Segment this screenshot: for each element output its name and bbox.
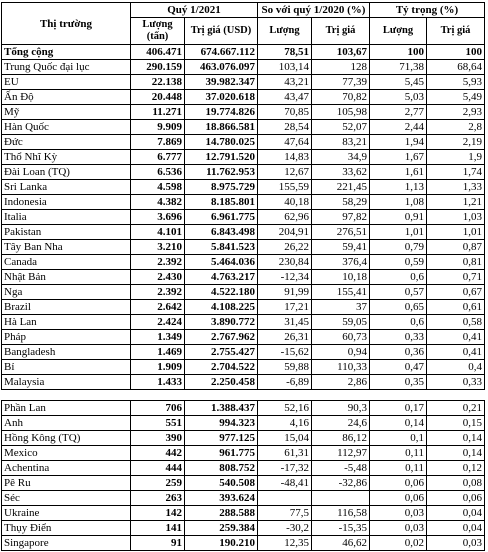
cell-qty: 259 (131, 476, 185, 491)
cell-market: Thụy Điển (2, 521, 131, 536)
cell-share-qty: 0,36 (370, 345, 427, 360)
cell-share-value: 0,81 (427, 255, 485, 270)
cell-compare-value: 112,97 (312, 446, 370, 461)
cell-value: 961.775 (185, 446, 258, 461)
cell-compare-qty: -6,89 (258, 375, 312, 390)
cell-compare-value: 33,62 (312, 165, 370, 180)
cell-qty: 2.392 (131, 285, 185, 300)
table-row (2, 315, 485, 330)
cell-share-value: 0,58 (427, 315, 485, 330)
cell-compare-value: 90,3 (312, 401, 370, 416)
table-row (2, 180, 485, 195)
cell-qty: 2.392 (131, 255, 185, 270)
cell-market: Ấn Độ (2, 90, 131, 105)
cell-share-qty: 0,6 (370, 270, 427, 285)
cell-market: Indonesia (2, 195, 131, 210)
export-market-table (1, 2, 485, 551)
cell-value: 5.841.523 (185, 240, 258, 255)
cell-market: Pakistan (2, 225, 131, 240)
cell-compare-value: 97,82 (312, 210, 370, 225)
cell-market: Singapore (2, 536, 131, 551)
total-row (2, 45, 485, 60)
cell-share-value: 0,14 (427, 431, 485, 446)
cell-share-qty: 0,06 (370, 491, 427, 506)
cell-qty: 4.382 (131, 195, 185, 210)
cell-share-qty: 0,33 (370, 330, 427, 345)
table-row (2, 165, 485, 180)
table-row (2, 135, 485, 150)
cell-value: 8.975.729 (185, 180, 258, 195)
cell-qty: 442 (131, 446, 185, 461)
cell-share-qty: 0,6 (370, 315, 427, 330)
cell-value: 18.866.581 (185, 120, 258, 135)
cell-market: Hồng Kông (TQ) (2, 431, 131, 446)
cell-qty: 1.469 (131, 345, 185, 360)
header-share-value: Trị giá (427, 18, 485, 45)
header-compare-value: Trị giá (312, 18, 370, 45)
cell-market: Pháp (2, 330, 131, 345)
cell-compare-qty: 77,5 (258, 506, 312, 521)
cell-share-value: 0,87 (427, 240, 485, 255)
table-row (2, 75, 485, 90)
cell-share-value: 1,03 (427, 210, 485, 225)
cell-market: Đài Loan (TQ) (2, 165, 131, 180)
cell-compare-qty: 43,21 (258, 75, 312, 90)
table-row (2, 240, 485, 255)
cell-qty: 142 (131, 506, 185, 521)
gap-cell (2, 390, 485, 401)
cell-share-qty: 0,11 (370, 461, 427, 476)
cell-share-qty: 0,03 (370, 521, 427, 536)
cell-share-value: 0,41 (427, 330, 485, 345)
cell-market: Hà Lan (2, 315, 131, 330)
cell-market: Nga (2, 285, 131, 300)
cell-share-value: 0,4 (427, 360, 485, 375)
cell-value: 6.961.775 (185, 210, 258, 225)
cell-market: Nhật Bản (2, 270, 131, 285)
header-market: Thị trường (2, 3, 131, 45)
cell-market: Mỹ (2, 105, 131, 120)
cell-compare-value: 103,67 (312, 45, 370, 60)
cell-qty: 1.349 (131, 330, 185, 345)
cell-value: 11.762.953 (185, 165, 258, 180)
cell-compare-value: 2,86 (312, 375, 370, 390)
cell-market: Anh (2, 416, 131, 431)
cell-share-value: 0,41 (427, 345, 485, 360)
cell-compare-qty: -12,34 (258, 270, 312, 285)
cell-qty: 20.448 (131, 90, 185, 105)
cell-market: EU (2, 75, 131, 90)
cell-compare-value: 376,4 (312, 255, 370, 270)
cell-qty: 290.159 (131, 60, 185, 75)
cell-share-value: 0,14 (427, 446, 485, 461)
cell-compare-qty: -48,41 (258, 476, 312, 491)
cell-share-qty: 0,47 (370, 360, 427, 375)
cell-compare-qty: 43,47 (258, 90, 312, 105)
cell-compare-qty: 47,64 (258, 135, 312, 150)
cell-share-qty: 5,45 (370, 75, 427, 90)
cell-value: 14.780.025 (185, 135, 258, 150)
cell-compare-qty: 12,35 (258, 536, 312, 551)
cell-value: 2.767.962 (185, 330, 258, 345)
cell-market: Ukraine (2, 506, 131, 521)
cell-compare-qty: 28,54 (258, 120, 312, 135)
header-qty-ton: Lượng (tấn) (131, 18, 185, 45)
table-row (2, 90, 485, 105)
table-row (2, 536, 485, 551)
cell-share-qty: 1,08 (370, 195, 427, 210)
cell-value: 540.508 (185, 476, 258, 491)
cell-compare-qty: 155,59 (258, 180, 312, 195)
cell-qty: 1.909 (131, 360, 185, 375)
cell-value: 4.108.225 (185, 300, 258, 315)
cell-qty: 2.430 (131, 270, 185, 285)
cell-qty: 7.869 (131, 135, 185, 150)
cell-market: Phần Lan (2, 401, 131, 416)
cell-qty: 3.210 (131, 240, 185, 255)
cell-value: 288.588 (185, 506, 258, 521)
cell-share-value: 2,8 (427, 120, 485, 135)
header-compare-q1-2020: So với quý 1/2020 (%) (258, 3, 370, 18)
cell-value: 37.020.618 (185, 90, 258, 105)
cell-market: Sri Lanka (2, 180, 131, 195)
cell-market: Malaysia (2, 375, 131, 390)
cell-qty: 141 (131, 521, 185, 536)
cell-compare-value: 24,6 (312, 416, 370, 431)
cell-qty: 4.101 (131, 225, 185, 240)
cell-compare-qty: 78,51 (258, 45, 312, 60)
cell-value: 977.125 (185, 431, 258, 446)
cell-value: 6.843.498 (185, 225, 258, 240)
cell-compare-qty: 61,31 (258, 446, 312, 461)
cell-compare-value: 59,05 (312, 315, 370, 330)
cell-compare-qty: 230,84 (258, 255, 312, 270)
cell-compare-value: 155,41 (312, 285, 370, 300)
cell-market: Mexico (2, 446, 131, 461)
cell-share-value: 0,04 (427, 521, 485, 536)
cell-compare-qty: -30,2 (258, 521, 312, 536)
table-row (2, 416, 485, 431)
cell-value: 994.323 (185, 416, 258, 431)
cell-share-value: 0,06 (427, 491, 485, 506)
cell-share-qty: 71,38 (370, 60, 427, 75)
cell-compare-value: 110,33 (312, 360, 370, 375)
cell-value: 259.384 (185, 521, 258, 536)
cell-qty: 22.138 (131, 75, 185, 90)
cell-qty: 11.271 (131, 105, 185, 120)
table-row (2, 446, 485, 461)
cell-qty: 706 (131, 401, 185, 416)
cell-share-qty: 0,91 (370, 210, 427, 225)
cell-share-qty: 2,77 (370, 105, 427, 120)
cell-qty: 91 (131, 536, 185, 551)
cell-compare-value: 34,9 (312, 150, 370, 165)
cell-compare-value: -15,35 (312, 521, 370, 536)
table-body-main (2, 45, 485, 390)
table-body-extra (2, 401, 485, 551)
cell-compare-qty: 59,88 (258, 360, 312, 375)
cell-qty: 390 (131, 431, 185, 446)
cell-value: 2.755.427 (185, 345, 258, 360)
table-row (2, 431, 485, 446)
cell-share-qty: 0,1 (370, 431, 427, 446)
cell-share-value: 100 (427, 45, 485, 60)
cell-share-qty: 1,61 (370, 165, 427, 180)
cell-market: Trung Quốc đại lục (2, 60, 131, 75)
cell-share-qty: 0,59 (370, 255, 427, 270)
table-row (2, 401, 485, 416)
cell-share-qty: 100 (370, 45, 427, 60)
table-row (2, 210, 485, 225)
cell-compare-value: 77,39 (312, 75, 370, 90)
cell-compare-value: 70,82 (312, 90, 370, 105)
cell-compare-value: 86,12 (312, 431, 370, 446)
cell-share-qty: 1,13 (370, 180, 427, 195)
table-gap (2, 390, 485, 401)
cell-qty: 6.536 (131, 165, 185, 180)
cell-market: Brazil (2, 300, 131, 315)
table-wrapper (1, 2, 485, 551)
cell-value: 393.624 (185, 491, 258, 506)
cell-share-value: 1,74 (427, 165, 485, 180)
cell-compare-qty: 31,45 (258, 315, 312, 330)
cell-share-qty: 1,67 (370, 150, 427, 165)
cell-compare-value: -5,48 (312, 461, 370, 476)
cell-qty: 1.433 (131, 375, 185, 390)
cell-share-value: 0,71 (427, 270, 485, 285)
cell-market: Thổ Nhĩ Kỳ (2, 150, 131, 165)
cell-compare-qty: 40,18 (258, 195, 312, 210)
cell-value: 808.752 (185, 461, 258, 476)
cell-compare-qty: 15,04 (258, 431, 312, 446)
cell-compare-qty: 14,83 (258, 150, 312, 165)
table-row (2, 476, 485, 491)
header-share: Tỷ trọng (%) (370, 3, 485, 18)
cell-compare-value: 37 (312, 300, 370, 315)
cell-value: 19.774.826 (185, 105, 258, 120)
cell-value: 12.791.520 (185, 150, 258, 165)
cell-share-qty: 0,57 (370, 285, 427, 300)
cell-share-qty: 0,17 (370, 401, 427, 416)
table-row (2, 225, 485, 240)
cell-compare-value: 83,21 (312, 135, 370, 150)
cell-market: Italia (2, 210, 131, 225)
cell-share-value: 0,03 (427, 536, 485, 551)
table-row (2, 270, 485, 285)
cell-qty: 3.696 (131, 210, 185, 225)
cell-value: 190.210 (185, 536, 258, 551)
cell-share-qty: 1,94 (370, 135, 427, 150)
cell-share-value: 1,01 (427, 225, 485, 240)
cell-share-value: 0,67 (427, 285, 485, 300)
table-row (2, 105, 485, 120)
cell-compare-qty: 70,85 (258, 105, 312, 120)
cell-market: Đức (2, 135, 131, 150)
cell-qty: 551 (131, 416, 185, 431)
cell-value: 674.667.112 (185, 45, 258, 60)
cell-value: 2.704.522 (185, 360, 258, 375)
cell-share-value: 68,64 (427, 60, 485, 75)
table-row (2, 491, 485, 506)
cell-compare-value: 128 (312, 60, 370, 75)
table-row (2, 461, 485, 476)
cell-share-value: 0,21 (427, 401, 485, 416)
cell-compare-qty: 103,14 (258, 60, 312, 75)
cell-share-value: 1,33 (427, 180, 485, 195)
cell-market: Hàn Quốc (2, 120, 131, 135)
header-value-usd: Trị giá (USD) (185, 18, 258, 45)
cell-compare-value: 116,58 (312, 506, 370, 521)
cell-share-value: 1,21 (427, 195, 485, 210)
cell-share-qty: 0,02 (370, 536, 427, 551)
cell-compare-qty (258, 491, 312, 506)
cell-compare-value: 105,98 (312, 105, 370, 120)
cell-market: Séc (2, 491, 131, 506)
cell-share-value: 0,33 (427, 375, 485, 390)
header-share-qty: Lượng (370, 18, 427, 45)
table-row (2, 345, 485, 360)
cell-compare-value: 221,45 (312, 180, 370, 195)
cell-qty: 406.471 (131, 45, 185, 60)
cell-share-value: 2,19 (427, 135, 485, 150)
cell-value: 3.890.772 (185, 315, 258, 330)
cell-compare-value: 52,07 (312, 120, 370, 135)
cell-market: Canada (2, 255, 131, 270)
table-row (2, 255, 485, 270)
cell-value: 4.763.217 (185, 270, 258, 285)
cell-market: Achentina (2, 461, 131, 476)
cell-compare-value: 46,62 (312, 536, 370, 551)
table-row (2, 521, 485, 536)
cell-qty: 9.909 (131, 120, 185, 135)
cell-value: 2.250.458 (185, 375, 258, 390)
table-row (2, 506, 485, 521)
cell-compare-value: 58,29 (312, 195, 370, 210)
table-row (2, 375, 485, 390)
table-row (2, 150, 485, 165)
table-row (2, 300, 485, 315)
cell-compare-qty: 4,16 (258, 416, 312, 431)
cell-compare-qty: 91,99 (258, 285, 312, 300)
cell-compare-qty: 26,31 (258, 330, 312, 345)
cell-market: Bỉ (2, 360, 131, 375)
cell-share-qty: 5,03 (370, 90, 427, 105)
table-row (2, 360, 485, 375)
cell-compare-qty: 17,21 (258, 300, 312, 315)
cell-share-qty: 0,06 (370, 476, 427, 491)
cell-share-qty: 1,01 (370, 225, 427, 240)
cell-share-value: 0,08 (427, 476, 485, 491)
cell-share-qty: 0,79 (370, 240, 427, 255)
cell-qty: 2.642 (131, 300, 185, 315)
cell-share-value: 5,49 (427, 90, 485, 105)
cell-value: 5.464.036 (185, 255, 258, 270)
cell-qty: 263 (131, 491, 185, 506)
cell-value: 8.185.801 (185, 195, 258, 210)
table-row (2, 60, 485, 75)
cell-share-value: 5,93 (427, 75, 485, 90)
cell-market: Pê Ru (2, 476, 131, 491)
cell-share-value: 2,93 (427, 105, 485, 120)
cell-value: 463.076.097 (185, 60, 258, 75)
cell-compare-value (312, 491, 370, 506)
cell-market: Tây Ban Nha (2, 240, 131, 255)
cell-share-qty: 0,03 (370, 506, 427, 521)
table-row (2, 330, 485, 345)
cell-compare-value: 0,94 (312, 345, 370, 360)
cell-market: Bangladesh (2, 345, 131, 360)
cell-share-qty: 0,11 (370, 446, 427, 461)
cell-compare-qty: 62,96 (258, 210, 312, 225)
cell-qty: 2.424 (131, 315, 185, 330)
cell-value: 39.982.347 (185, 75, 258, 90)
cell-market: Tổng cộng (2, 45, 131, 60)
cell-share-qty: 2,44 (370, 120, 427, 135)
cell-share-value: 0,15 (427, 416, 485, 431)
cell-compare-value: -32,86 (312, 476, 370, 491)
table-row (2, 120, 485, 135)
cell-qty: 444 (131, 461, 185, 476)
header-q1-2021: Quý 1/2021 (131, 3, 258, 18)
cell-qty: 4.598 (131, 180, 185, 195)
cell-compare-qty: 12,67 (258, 165, 312, 180)
cell-share-value: 0,61 (427, 300, 485, 315)
cell-compare-qty: -15,62 (258, 345, 312, 360)
cell-compare-qty: 52,16 (258, 401, 312, 416)
cell-share-qty: 0,65 (370, 300, 427, 315)
cell-compare-qty: 204,91 (258, 225, 312, 240)
cell-compare-qty: 26,22 (258, 240, 312, 255)
gap-row (2, 390, 485, 401)
table-row (2, 195, 485, 210)
table-row (2, 285, 485, 300)
cell-compare-value: 276,51 (312, 225, 370, 240)
cell-value: 4.522.180 (185, 285, 258, 300)
cell-compare-value: 10,18 (312, 270, 370, 285)
cell-compare-qty: -17,32 (258, 461, 312, 476)
cell-share-qty: 0,35 (370, 375, 427, 390)
cell-value: 1.388.437 (185, 401, 258, 416)
cell-share-qty: 0,14 (370, 416, 427, 431)
cell-qty: 6.777 (131, 150, 185, 165)
cell-share-value: 0,04 (427, 506, 485, 521)
header-compare-qty: Lượng (258, 18, 312, 45)
cell-share-value: 1,9 (427, 150, 485, 165)
cell-share-value: 0,12 (427, 461, 485, 476)
cell-compare-value: 59,41 (312, 240, 370, 255)
cell-compare-value: 60,73 (312, 330, 370, 345)
